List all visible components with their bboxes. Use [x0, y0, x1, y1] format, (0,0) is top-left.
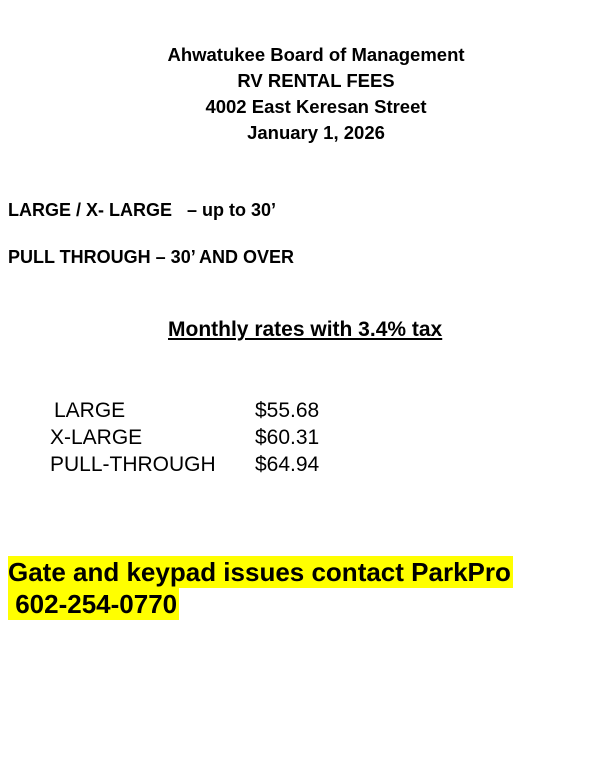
size-category-large: LARGE / X- LARGE – up to 30’	[8, 200, 277, 220]
document-header	[0, 42, 600, 146]
contact-notice-text: Gate and keypad issues contact ParkPro	[8, 557, 511, 587]
effective-date: January 1, 2026	[247, 122, 385, 143]
rate-name: PULL-THROUGH	[50, 453, 216, 476]
rate-row	[50, 451, 319, 478]
rates-table	[50, 397, 319, 478]
rate-name: X-LARGE	[50, 426, 143, 449]
rates-heading: Monthly rates with 3.4% tax	[168, 318, 443, 341]
organization-name: Ahwatukee Board of Management	[167, 44, 465, 65]
document-title: RV RENTAL FEES	[237, 70, 395, 91]
size-category-pull-through: PULL THROUGH – 30’ AND OVER	[8, 247, 295, 267]
street-address: 4002 East Keresan Street	[205, 96, 427, 117]
rate-row	[50, 397, 319, 424]
contact-notice	[8, 556, 513, 620]
contact-phone: 602-254-0770	[8, 589, 178, 619]
rate-price: $60.31	[255, 426, 320, 449]
rate-price: $64.94	[255, 453, 320, 476]
rate-name: LARGE	[54, 399, 126, 422]
rate-price: $55.68	[255, 399, 320, 422]
rate-row	[50, 424, 319, 451]
